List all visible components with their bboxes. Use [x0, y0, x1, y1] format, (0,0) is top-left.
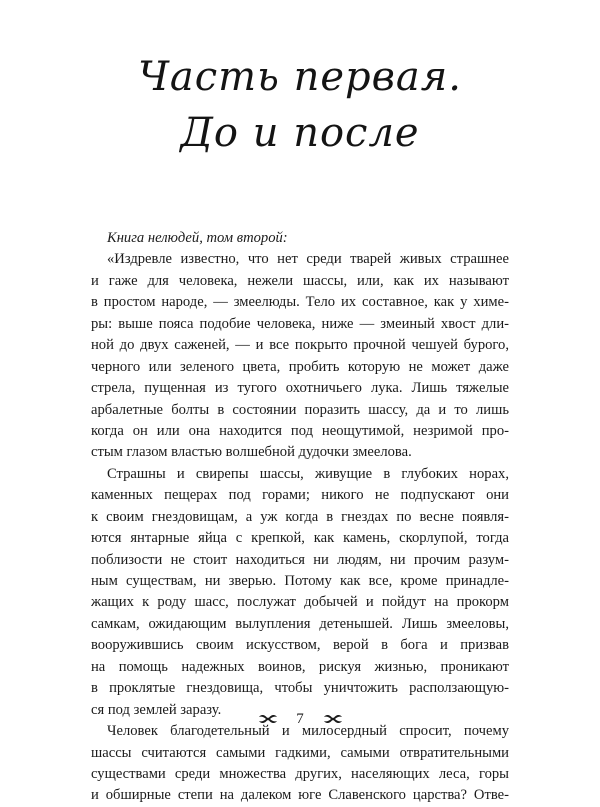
epigraph-source: Книга нелюдей, том второй: — [107, 230, 288, 246]
text-line: ной до двух саженей, — и все покрыто прочной чешуей бурого, — [91, 337, 509, 354]
text-line: на помощь надежных воинов, рискуя жизнью, проникают — [91, 658, 509, 675]
text-line: и обширные степи на далеком юге Славенского царства? Отве- — [91, 787, 509, 804]
text-line: жащих к роду шасс, послужат добычей и пойдут на прокорм — [91, 594, 509, 611]
chapter-title-line-1: Часть первая. — [138, 54, 462, 100]
text-line: и гаже для человека, нежели шассы, или, как их называют — [91, 272, 509, 289]
text-line: к своим гнездовищам, а уж когда в гнездах по весне появля- — [91, 508, 509, 525]
text-line: самкам, ожидающим вылупления детенышей. Лишь змееловы, — [91, 615, 509, 632]
chapter-title-line-2: До и после — [180, 110, 420, 156]
text-line: ным существам, ни зверью. Потому как все, кроме принадле- — [91, 573, 509, 589]
text-line: ются янтарные яйца с крепкой, как камень, скорлупой, тогда — [91, 530, 509, 547]
text-line: шассы считаются самыми гадкими, самыми отвратительными — [91, 744, 509, 761]
text-line: существами среди множества других, населяющих леса, горы — [91, 765, 509, 782]
text-line: арбалетные болты в состоянии поразить шассу, да и то лишь — [91, 401, 509, 418]
text-line: ры: выше пояса подобие человека, ниже — змеиный хвост дли- — [91, 315, 509, 332]
text-line: вооружившись своим искусством, верой в бога и призвав — [91, 637, 509, 654]
text-line: черного или зеленого цвета, пробить которую не может даже — [91, 358, 509, 375]
page-number: 7 — [296, 710, 304, 727]
text-line: Человек благодетельный и милосердный спросит, почему — [107, 723, 509, 740]
text-line: каменных пещерах под горами; никого не подпускают они — [91, 487, 509, 504]
text-line: «Издревле известно, что нет среди тварей живых страшнее — [107, 251, 509, 268]
chapter-title — [60, 52, 540, 160]
text-line: стрела, пущенная из тугого охотничьего лука. Лишь тяжелые — [91, 380, 509, 397]
text-line: в простом народе, — змеелюды. Тело их составное, как у химе- — [91, 294, 509, 311]
page-footer — [0, 706, 600, 730]
text-line: в проклятые гнездовища, чтобы уничтожить расползающую- — [91, 680, 509, 697]
text-line: поблизости не стоит находиться ни людям, ни прочим разум- — [91, 551, 509, 568]
text-line: стым глазом властью волшебной дудочки змеелова. — [91, 444, 412, 461]
floral-ornament-icon — [322, 713, 344, 725]
text-line: когда он или она находится под неощутимой, незримой про- — [91, 422, 509, 439]
floral-ornament-icon — [257, 713, 279, 725]
text-line: ся под землей заразу. — [91, 701, 222, 718]
text-line: Страшны и свирепы шассы, живущие в глубоких норах, — [107, 465, 509, 482]
